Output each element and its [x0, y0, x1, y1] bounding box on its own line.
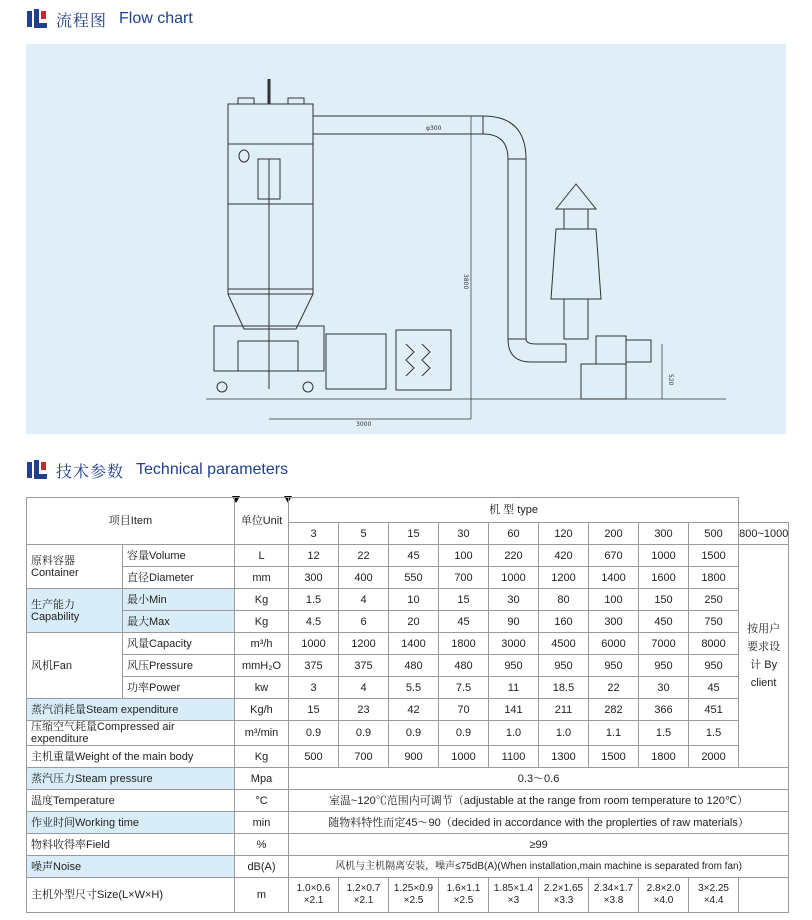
size-line: 3×2.25	[698, 883, 729, 894]
value-cell: 700	[439, 567, 489, 589]
size-line: 1.85×1.4	[493, 883, 534, 894]
model-cell: 300	[639, 523, 689, 545]
value-cell: 400	[339, 567, 389, 589]
dim-fan-label: 520	[667, 374, 674, 386]
value-cell: 1.5	[689, 721, 739, 746]
equipment-drawing	[26, 44, 786, 434]
value-cell: 4.5	[289, 611, 339, 633]
tech-params-table	[26, 497, 789, 913]
value-cell	[339, 878, 389, 913]
model-cell: 200	[589, 523, 639, 545]
value-cell: 42	[389, 699, 439, 721]
value-cell	[439, 878, 489, 913]
unit-cell: Kg	[235, 746, 289, 768]
value-cell: 950	[489, 655, 539, 677]
size-line: ×2.5	[403, 895, 424, 906]
row-label: 作业时间Working time	[27, 812, 235, 834]
size-line: ×2.5	[453, 895, 474, 906]
table-row	[27, 677, 789, 699]
value-cell: 1600	[639, 567, 689, 589]
row-label: 压缩空气耗量Compressed air expenditure	[27, 721, 235, 746]
row-label: 主机重量Weight of the main body	[27, 746, 235, 768]
size-line: ×3	[507, 895, 520, 906]
dim-width-label: 3000	[356, 421, 372, 428]
value-cell: 420	[539, 545, 589, 567]
value-cell	[639, 878, 689, 913]
value-cell: 80	[539, 589, 589, 611]
value-cell: 0.9	[289, 721, 339, 746]
exhaust-duct-top	[313, 116, 483, 134]
value-cell: 11	[489, 677, 539, 699]
value-cell: 1200	[539, 567, 589, 589]
size-line: 2.8×2.0	[646, 883, 681, 894]
row-label: 风压Pressure	[123, 655, 235, 677]
value-cell: 500	[289, 746, 339, 768]
value-cell: 211	[539, 699, 589, 721]
size-line: 2.2×1.65	[543, 883, 584, 894]
model-cell: 3	[289, 523, 339, 545]
value-cell: 8000	[689, 633, 739, 655]
value-cell: 1.0	[539, 721, 589, 746]
group-label: 原料容器 Container	[27, 545, 123, 589]
value-cell: 2000	[689, 746, 739, 768]
value-cell: 300	[289, 567, 339, 589]
value-cell: 670	[589, 545, 639, 567]
value-cell: 0.9	[339, 721, 389, 746]
size-line: 1.6×1.1	[446, 883, 481, 894]
value-cell: 1400	[389, 633, 439, 655]
value-cell: 1.5	[639, 721, 689, 746]
dust-collector	[551, 229, 601, 299]
span-value-cell: 随物料特性而定45～90（decided in accordance with the proplerties of raw materials）	[289, 812, 789, 834]
value-cell: 20	[389, 611, 439, 633]
value-cell: 1200	[339, 633, 389, 655]
table-row	[27, 545, 789, 567]
value-cell	[289, 878, 339, 913]
table-row	[27, 633, 789, 655]
table-row	[27, 721, 789, 746]
table-row	[27, 834, 789, 856]
table-row	[27, 878, 789, 913]
flow-chart-diagram	[26, 44, 786, 434]
value-cell: 10	[389, 589, 439, 611]
unit-cell: °C	[235, 790, 289, 812]
value-cell: 375	[339, 655, 389, 677]
flow-chart-header	[26, 7, 193, 31]
value-cell: 950	[639, 655, 689, 677]
value-cell: 1000	[439, 746, 489, 768]
blank-cell	[739, 878, 789, 913]
value-cell: 480	[389, 655, 439, 677]
unit-cell: m	[235, 878, 289, 913]
value-cell: 7.5	[439, 677, 489, 699]
value-cell: 70	[439, 699, 489, 721]
dim-height-label: 3800	[462, 274, 469, 290]
row-label: 蒸汽消耗量Steam expenditure	[27, 699, 235, 721]
model-cell: 60	[489, 523, 539, 545]
size-line: ×2.1	[303, 895, 324, 906]
client-note: 按用户要求设计 By client	[739, 545, 789, 768]
model-cell: 30	[439, 523, 489, 545]
size-line: 1.25×0.9	[393, 883, 434, 894]
table-row	[27, 812, 789, 834]
row-label: 容量Volume	[123, 545, 235, 567]
model-cell: 120	[539, 523, 589, 545]
value-cell: 282	[589, 699, 639, 721]
value-cell: 4	[339, 677, 389, 699]
size-line: ×3.8	[603, 895, 624, 906]
value-cell: 15	[439, 589, 489, 611]
dim-duct-label: φ300	[426, 125, 442, 132]
value-cell: 30	[639, 677, 689, 699]
value-cell: 250	[689, 589, 739, 611]
value-cell: 1500	[689, 545, 739, 567]
air-heater	[326, 334, 386, 389]
value-cell: 1800	[689, 567, 739, 589]
value-cell: 700	[339, 746, 389, 768]
size-line: 1.0×0.6	[296, 883, 331, 894]
value-cell: 375	[289, 655, 339, 677]
value-cell	[489, 878, 539, 913]
fan-box	[581, 364, 626, 399]
span-value-cell: ≥99	[289, 834, 789, 856]
table-row	[27, 768, 789, 790]
unit-cell: mmH₂O	[235, 655, 289, 677]
brand-logo-icon	[26, 459, 48, 481]
row-label: 功率Power	[123, 677, 235, 699]
table-row	[27, 699, 789, 721]
value-cell: 451	[689, 699, 739, 721]
unit-cell: Kg	[235, 589, 289, 611]
value-cell: 220	[489, 545, 539, 567]
table-row	[27, 790, 789, 812]
value-cell: 900	[389, 746, 439, 768]
flow-title-en: Flow chart	[119, 10, 193, 27]
value-cell: 5.5	[389, 677, 439, 699]
value-cell	[589, 878, 639, 913]
group-label: 风机Fan	[27, 633, 123, 699]
size-line: ×2.1	[353, 895, 374, 906]
blank-cell	[739, 498, 789, 523]
value-cell: 3	[289, 677, 339, 699]
value-cell: 950	[689, 655, 739, 677]
unit-cell: Mpa	[235, 768, 289, 790]
span-value-cell: 0.3～0.6	[289, 768, 789, 790]
value-cell: 7000	[639, 633, 689, 655]
value-cell: 4	[339, 589, 389, 611]
value-cell	[689, 878, 739, 913]
value-cell: 90	[489, 611, 539, 633]
flow-title-cn: 流程图	[56, 10, 108, 30]
model-cell: 5	[339, 523, 389, 545]
unit-cell: m³/min	[235, 721, 289, 746]
size-line: ×4.0	[653, 895, 674, 906]
value-cell: 0.9	[439, 721, 489, 746]
table-row	[27, 655, 789, 677]
group-label: 生产能力 Capability	[27, 589, 123, 633]
value-cell: 1000	[639, 545, 689, 567]
value-cell	[389, 878, 439, 913]
value-cell: 1.0	[489, 721, 539, 746]
value-cell: 45	[389, 545, 439, 567]
value-cell: 12	[289, 545, 339, 567]
value-cell: 22	[339, 545, 389, 567]
cart-wheel	[217, 382, 227, 392]
value-cell: 1000	[289, 633, 339, 655]
value-cell: 450	[639, 611, 689, 633]
value-cell: 1500	[589, 746, 639, 768]
value-cell: 1400	[589, 567, 639, 589]
unit-cell: kw	[235, 677, 289, 699]
table-row	[27, 746, 789, 768]
value-cell: 23	[339, 699, 389, 721]
value-cell: 18.5	[539, 677, 589, 699]
table-row	[27, 856, 789, 878]
value-cell: 160	[539, 611, 589, 633]
value-cell: 100	[589, 589, 639, 611]
unit-cell: dB(A)	[235, 856, 289, 878]
exhaust-duct-vertical	[508, 159, 526, 339]
span-value-cell: 风机与主机隔离安装，噪声≤75dB(A)(When installation,main machine is separated from fan)	[289, 856, 789, 878]
row-label: 最大Max	[123, 611, 235, 633]
unit-cell: Kg	[235, 611, 289, 633]
table-row	[27, 589, 789, 611]
value-cell: 950	[539, 655, 589, 677]
span-value-cell: 室温~120℃范围内可调节（adjustable at the range from room temperature to 120℃）	[289, 790, 789, 812]
value-cell: 1300	[539, 746, 589, 768]
unit-cell: min	[235, 812, 289, 834]
size-line: 2.34×1.7	[593, 883, 634, 894]
row-label: 温度Temperature	[27, 790, 235, 812]
value-cell: 6	[339, 611, 389, 633]
unit-cell: L	[235, 545, 289, 567]
table-row	[27, 498, 789, 523]
row-label: 蒸汽压力Steam pressure	[27, 768, 235, 790]
size-line: ×4.4	[703, 895, 724, 906]
value-cell: 100	[439, 545, 489, 567]
row-label: 风量Capacity	[123, 633, 235, 655]
table-row	[27, 611, 789, 633]
model-header: 机 型 type	[289, 498, 739, 523]
row-label: 噪声Noise	[27, 856, 235, 878]
model-cell: 15	[389, 523, 439, 545]
value-cell: 0.9	[389, 721, 439, 746]
value-cell: 45	[439, 611, 489, 633]
value-cell: 45	[689, 677, 739, 699]
value-cell: 22	[589, 677, 639, 699]
cyclone-hood	[556, 184, 596, 209]
value-cell: 480	[439, 655, 489, 677]
value-cell: 3000	[489, 633, 539, 655]
value-cell: 141	[489, 699, 539, 721]
value-cell: 1800	[639, 746, 689, 768]
model-cell: 800~1000	[739, 523, 789, 545]
unit-cell: m³/h	[235, 633, 289, 655]
value-cell: 15	[289, 699, 339, 721]
value-cell: 30	[489, 589, 539, 611]
value-cell: 4500	[539, 633, 589, 655]
value-cell: 1800	[439, 633, 489, 655]
table-row	[27, 567, 789, 589]
value-cell: 300	[589, 611, 639, 633]
value-cell: 950	[589, 655, 639, 677]
row-label: 物料收得率Field	[27, 834, 235, 856]
air-filter	[396, 330, 451, 390]
value-cell: 550	[389, 567, 439, 589]
value-cell: 6000	[589, 633, 639, 655]
size-line: ×3.3	[553, 895, 574, 906]
value-cell	[539, 878, 589, 913]
tech-title-cn: 技术参数	[56, 461, 125, 481]
row-label: 主机外型尺寸Size(L×W×H)	[27, 878, 235, 913]
row-label: 最小Min	[123, 589, 235, 611]
fan-motor	[626, 340, 651, 362]
unit-header: 单位Unit	[235, 498, 289, 545]
row-label: 直径Diameter	[123, 567, 235, 589]
value-cell: 1000	[489, 567, 539, 589]
unit-cell: Kg/h	[235, 699, 289, 721]
tech-params-header	[26, 458, 288, 482]
value-cell: 750	[689, 611, 739, 633]
unit-cell: %	[235, 834, 289, 856]
brand-logo-icon	[26, 8, 48, 30]
value-cell: 366	[639, 699, 689, 721]
item-header: 项目Item	[27, 498, 235, 545]
model-cell: 500	[689, 523, 739, 545]
value-cell: 1.1	[589, 721, 639, 746]
unit-cell: mm	[235, 567, 289, 589]
value-cell: 1.5	[289, 589, 339, 611]
tech-title-en: Technical parameters	[136, 461, 289, 478]
value-cell: 1100	[489, 746, 539, 768]
value-cell: 150	[639, 589, 689, 611]
size-line: 1.2×0.7	[346, 883, 381, 894]
